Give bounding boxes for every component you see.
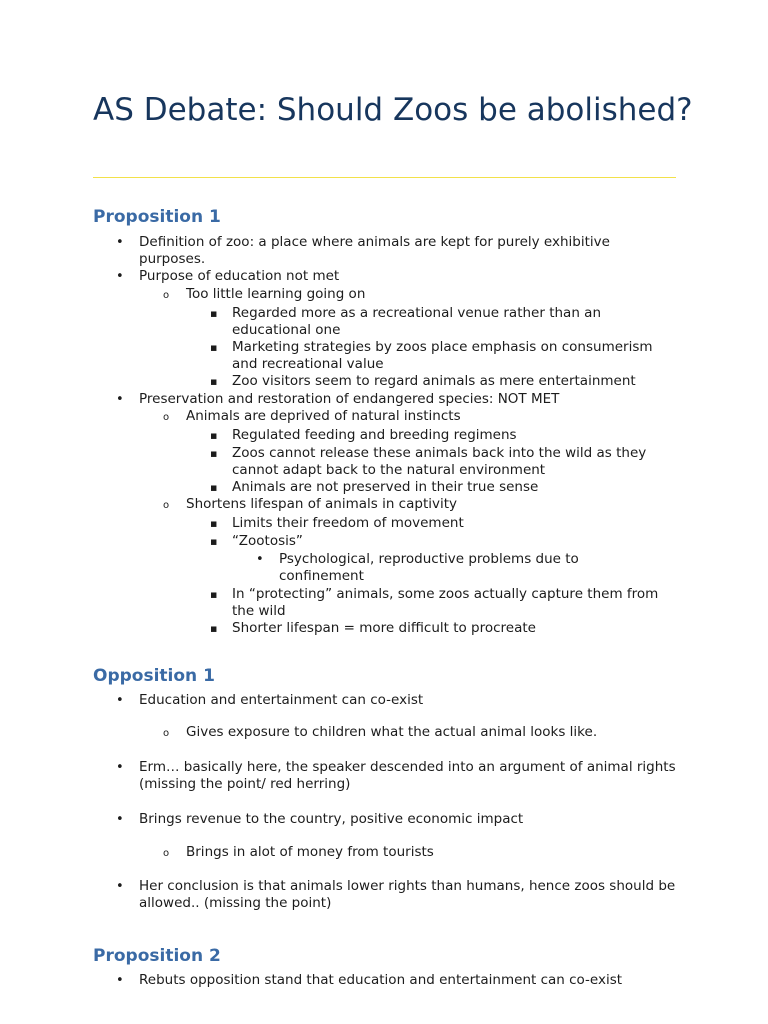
list-item: Brings revenue to the country, positive economic impact [139, 811, 524, 827]
list-item: Preservation and restoration of endangered species: NOT MET [139, 391, 560, 407]
section-heading-opposition-1: Opposition 1 [93, 666, 215, 686]
bullet-square [210, 339, 217, 356]
list-item: Her conclusion is that animals lower rights than humans, hence zoos should be allowed.. (missing the point) [139, 878, 676, 911]
list-item: In “protecting” animals, some zoos actually capture them from the wild [232, 586, 659, 619]
list-item: Education and entertainment can co-exist [139, 692, 424, 708]
list-item: Animals are not preserved in their true sense [232, 479, 539, 495]
list-item: “Zootosis” [232, 533, 303, 549]
bullet-disc [116, 878, 124, 895]
list-item: Too little learning going on [186, 286, 366, 302]
bullet-circle [163, 408, 169, 426]
list-item: Limits their freedom of movement [232, 515, 464, 531]
list-item: Rebuts opposition stand that education and entertainment can co-exist [139, 972, 623, 988]
section-heading-proposition-1: Proposition 1 [93, 207, 221, 227]
list-item: Purpose of education not met [139, 268, 340, 284]
bullet-disc [256, 551, 264, 568]
bullet-square [210, 586, 217, 603]
bullet-square [210, 515, 217, 532]
list-item: Shortens lifespan of animals in captivity [186, 496, 458, 512]
list-item: Regulated feeding and breeding regimens [232, 427, 517, 443]
bullet-square [210, 479, 217, 496]
list-item: Marketing strategies by zoos place emphasis on consumerism and recreational value [232, 339, 653, 372]
bullet-circle [163, 496, 169, 514]
bullet-circle [163, 844, 169, 862]
list-item: Psychological, reproductive problems due to confinement [279, 551, 579, 584]
bullet-disc [116, 391, 124, 408]
bullet-square [210, 533, 217, 550]
bullet-disc [116, 234, 124, 251]
bullet-disc [116, 972, 124, 989]
list-item: Animals are deprived of natural instincts [186, 408, 461, 424]
bullet-square [210, 445, 217, 462]
list-item: Shorter lifespan = more difficult to procreate [232, 620, 536, 636]
bullet-disc [116, 759, 124, 776]
bullet-disc [116, 811, 124, 828]
bullet-square [210, 373, 217, 390]
title-underline [93, 177, 676, 178]
list-item: Erm… basically here, the speaker descended into an argument of animal rights (missing the point/ red herring) [139, 759, 676, 792]
bullet-square [210, 620, 217, 637]
list-item: Zoos cannot release these animals back into the wild as they cannot adapt back to the natural environment [232, 445, 647, 478]
list-item: Zoo visitors seem to regard animals as mere entertainment [232, 373, 636, 389]
list-item: Gives exposure to children what the actual animal looks like. [186, 724, 598, 740]
bullet-square [210, 305, 217, 322]
bullet-disc [116, 692, 124, 709]
section-heading-proposition-2: Proposition 2 [93, 946, 221, 966]
bullet-square [210, 427, 217, 444]
list-item: Regarded more as a recreational venue rather than an educational one [232, 305, 602, 338]
list-item: Definition of zoo: a place where animals are kept for purely exhibitive purposes. [139, 234, 610, 267]
document-title: AS Debate: Should Zoos be abolished? [93, 92, 693, 128]
bullet-circle [163, 724, 169, 742]
bullet-disc [116, 268, 124, 285]
list-item: Brings in alot of money from tourists [186, 844, 434, 860]
bullet-circle [163, 286, 169, 304]
